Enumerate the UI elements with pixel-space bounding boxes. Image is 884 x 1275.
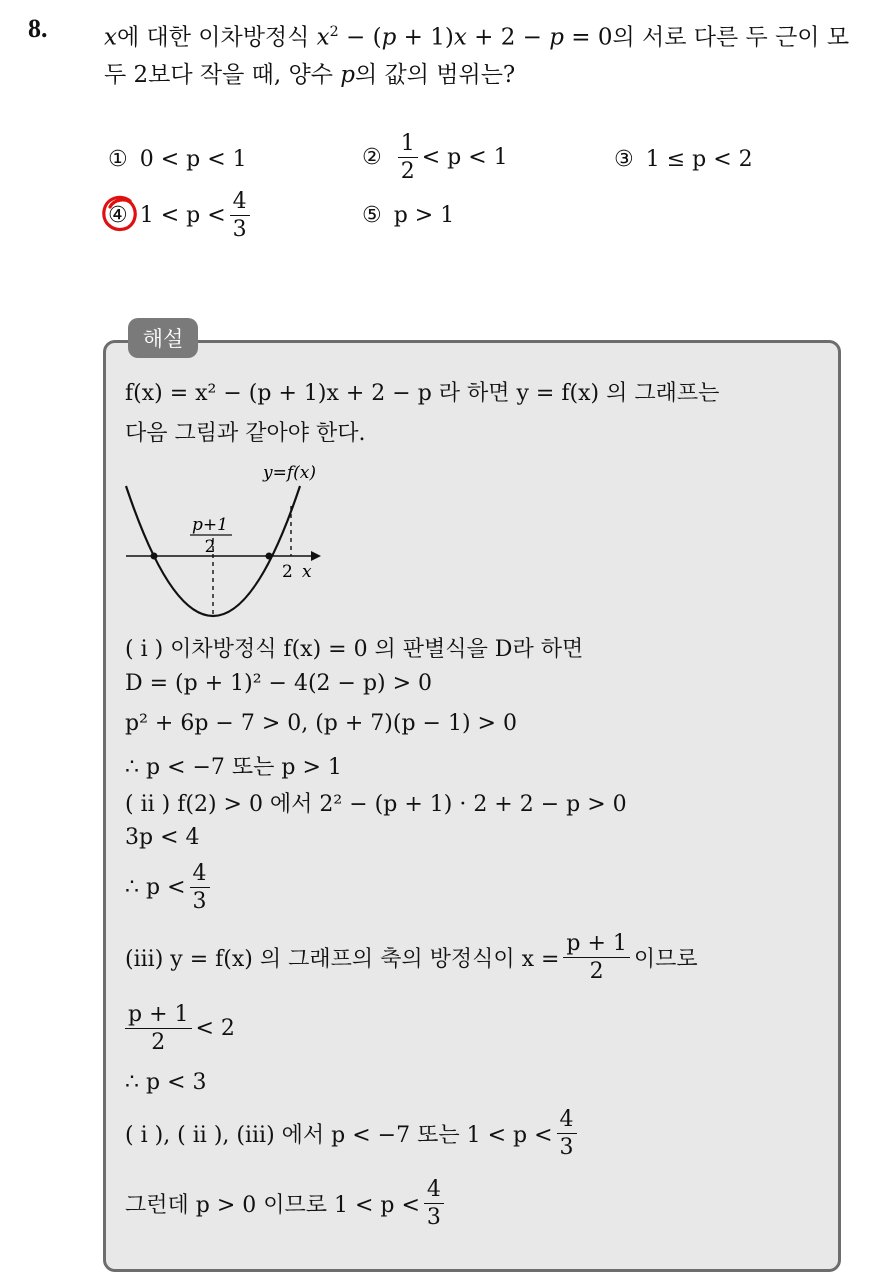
solution-intro-line2: 다음 그림과 같아야 한다. <box>125 421 366 446</box>
root-left-dot <box>151 553 158 560</box>
step3-inequality: $\frac{p + 1}{2}$ < 2 <box>125 1003 235 1054</box>
choice-1[interactable] <box>108 147 247 172</box>
question-text: x에 대한 이차방정식 $x^2 - (p + 1)x + 2 - p = 0$의 서로 다른 두 근이 모두 2보다 작을 때, 양수 p의 값의 범위는? <box>104 24 850 88</box>
solution-intro-line1: f(x) = x² − (p + 1)x + 2 − p 라 하면 y = f(x) 의 그래프는 <box>125 381 720 406</box>
choice-1-text: 0 < p < 1 <box>139 147 247 172</box>
choice-5-label: ⑤ <box>362 203 382 228</box>
choice-1-label: ① <box>108 147 128 172</box>
step1-title: ( i ) 이차방정식 f(x) = 0 의 판별식을 D라 하면 <box>125 637 584 662</box>
choice-5[interactable] <box>362 203 454 228</box>
choice-2-text: < p < 1 <box>421 145 508 171</box>
axis-fraction-num: p+1 <box>192 515 228 535</box>
solution-tag: 해설 <box>128 318 198 358</box>
x-axis-label: x <box>302 562 312 582</box>
choice-3-label: ③ <box>614 147 634 172</box>
step2-result: ∴ p < $\frac{4}{3}$ <box>125 862 214 913</box>
tick-label-2: 2 <box>282 562 293 582</box>
step1-eq1: D = (p + 1)² − 4(2 − p) > 0 <box>125 671 433 696</box>
choice-4-text: 1 < p < <box>139 203 226 229</box>
root-right-dot <box>266 553 273 560</box>
step1-eq2: p² + 6p − 7 > 0, (p + 7)(p − 1) > 0 <box>125 711 517 736</box>
choice-3[interactable] <box>614 147 753 172</box>
answer-circle-mark <box>100 193 142 237</box>
step1-result: ∴ p < −7 또는 p > 1 <box>125 755 342 780</box>
combined-conclusion: ( i ), ( ii ), (iii) 에서 p < −7 또는 1 < p < $\frac{4}{3}$ <box>125 1108 581 1159</box>
choice-2-fraction: $\frac{1}{2}$ <box>398 132 418 183</box>
step2-eq: 3p < 4 <box>125 825 200 850</box>
curve-label: y=f(x) <box>263 463 316 483</box>
choice-2[interactable] <box>362 132 508 183</box>
choice-3-text: 1 ≤ p < 2 <box>645 147 753 172</box>
choice-2-label: ② <box>362 145 382 171</box>
choice-4-fraction: $\frac{4}{3}$ <box>230 190 250 241</box>
step3-line: (iii) y = f(x) 의 그래프의 축의 방정식이 x = $\frac{p + 1}{2}$ 이므로 <box>125 931 698 985</box>
choice-4-label: ④ <box>108 203 128 229</box>
axis-fraction-den: 2 <box>204 537 216 557</box>
choice-5-text: p > 1 <box>393 203 455 228</box>
final-answer: 그런데 p > 0 이므로 1 < p < $\frac{4}{3}$ <box>125 1178 448 1229</box>
step3-result: ∴ p < 3 <box>125 1070 207 1095</box>
x-axis-arrow <box>311 551 321 561</box>
question-number: 8. <box>28 14 48 43</box>
step2-title: ( ii ) f(2) > 0 에서 2² − (p + 1) · 2 + 2 − p > 0 <box>125 792 627 817</box>
parabola-graph <box>118 460 338 626</box>
